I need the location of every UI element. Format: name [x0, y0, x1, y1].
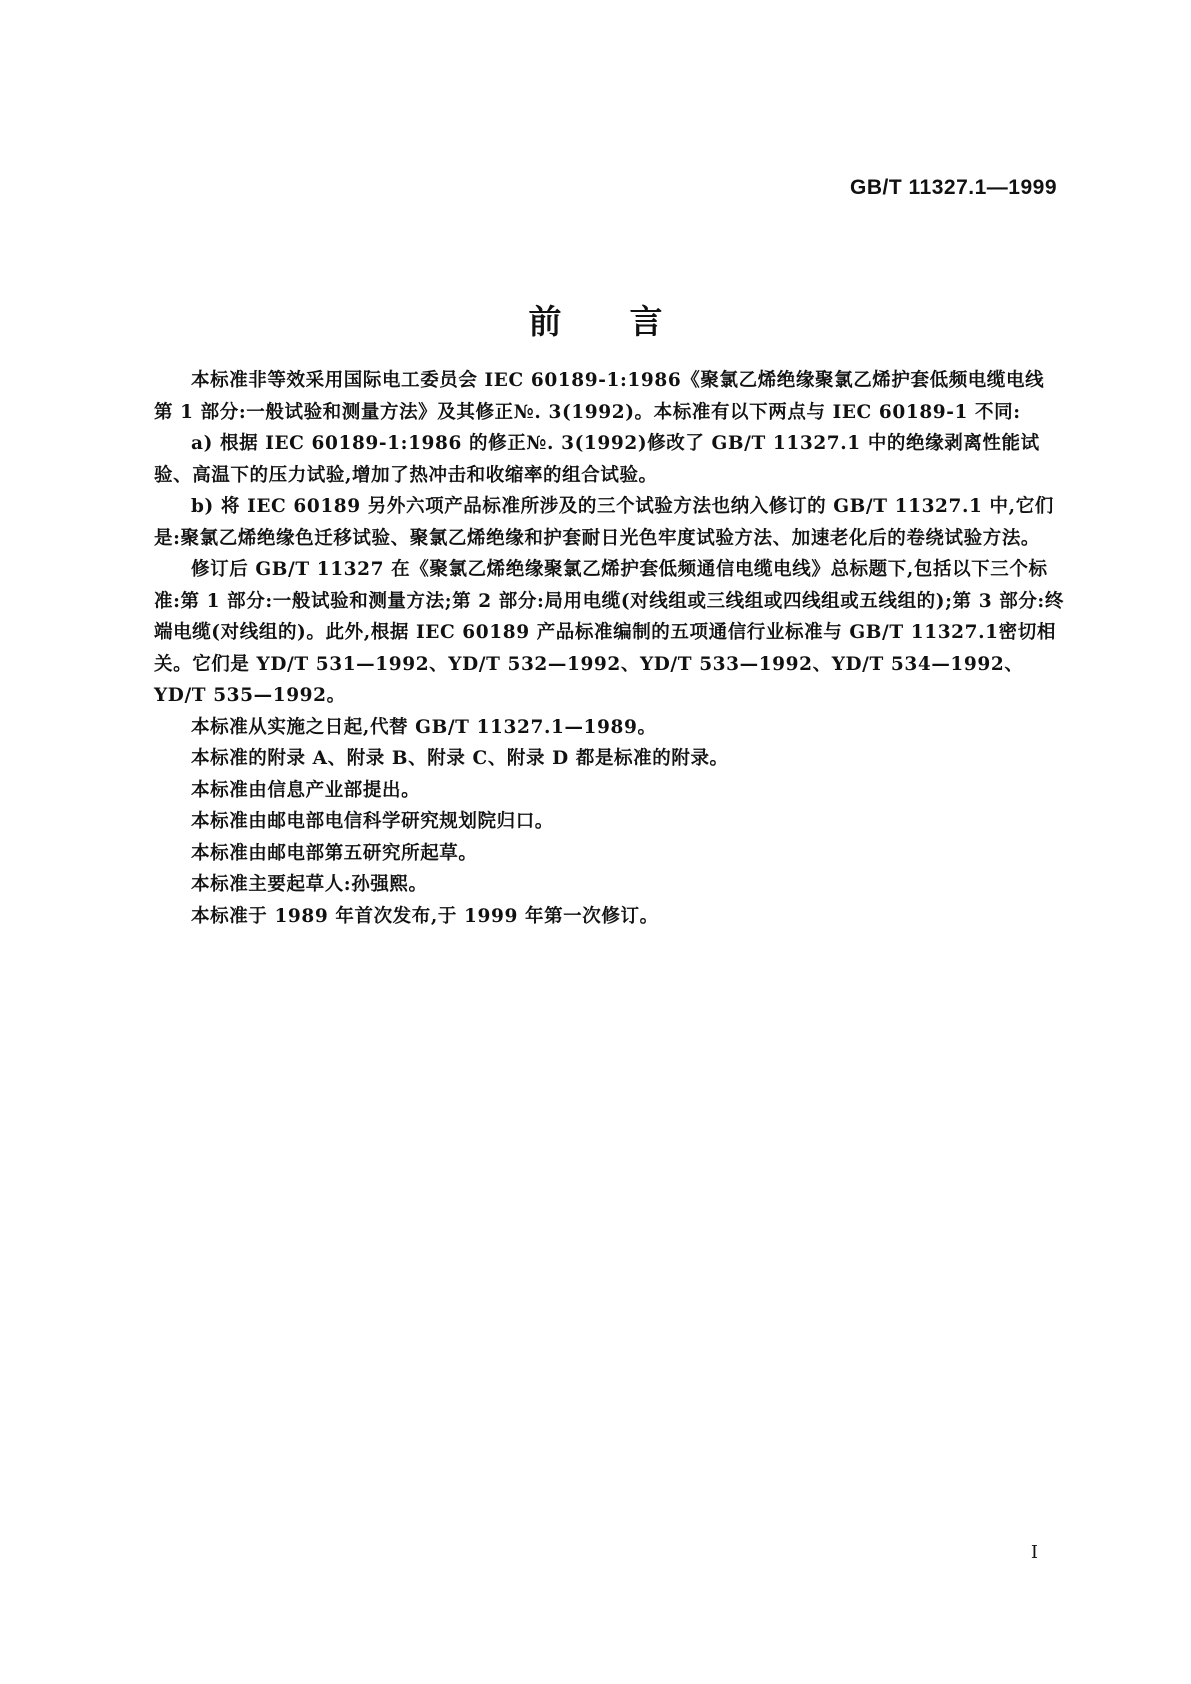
paragraph-history: 本标准于 1989 年首次发布,于 1999 年第一次修订。 [191, 905, 659, 927]
foreword-body [154, 365, 1064, 932]
paragraph-appendices: 本标准的附录 A、附录 B、附录 C、附录 D 都是标准的附录。 [191, 748, 729, 769]
page-number: I [1030, 1542, 1038, 1563]
paragraph-proposed-by: 本标准由信息产业部提出。 [191, 779, 421, 801]
paragraph-structure: 修订后 GB/T 11327 在《聚氯乙烯绝缘聚氯乙烯护套低频通信电缆电线》总标题下,包括以下三个标准:第 1 部分:一般试验和测量方法;第 2 部分:局用电缆(对线组或三线组或四线组或五线组的);第 3 部分:终端电缆(对线组的)。此外,根据 IEC 60189 产品标准编制的五项通信行业标准与 GB/T 11327.1密切相关。它们是 YD/T 531—1992、YD/T 532—1992、YD/T 533—1992、YD/T 534—1992、YD/T 535—1992。 [154, 559, 1064, 706]
paragraph-drafted-by: 本标准由邮电部第五研究所起草。 [191, 842, 478, 864]
paragraph-item-b: b) 将 IEC 60189 另外六项产品标准所涉及的三个试验方法也纳入修订的 GB/T 11327.1 中,它们是:聚氯乙烯绝缘色迁移试验、聚氯乙烯绝缘和护套耐日光色牢度试验方法、加速老化后的卷绕试验方法。 [154, 496, 1054, 549]
standard-code: GB/T 11327.1—1999 [850, 176, 1057, 199]
paragraph-replaces: 本标准从实施之日起,代替 GB/T 11327.1—1989。 [191, 716, 657, 738]
paragraph-item-a: a) 根据 IEC 60189-1:1986 的修正№. 3(1992)修改了 GB/T 11327.1 中的绝缘剥离性能试验、高温下的压力试验,增加了热冲击和收缩率的组合试验。 [154, 433, 1040, 486]
paragraph-intro: 本标准非等效采用国际电工委员会 IEC 60189-1:1986《聚氯乙烯绝缘聚氯乙烯护套低频电缆电线 第 1 部分:一般试验和测量方法》及其修正№. 3(1992)。本标准有以下两点与 IEC 60189-1 不同: [154, 370, 1045, 423]
page-title: 前言 [528, 302, 731, 341]
paragraph-centralized-by: 本标准由邮电部电信科学研究规划院归口。 [191, 811, 554, 832]
paragraph-drafters: 本标准主要起草人:孙强熙。 [191, 874, 428, 895]
